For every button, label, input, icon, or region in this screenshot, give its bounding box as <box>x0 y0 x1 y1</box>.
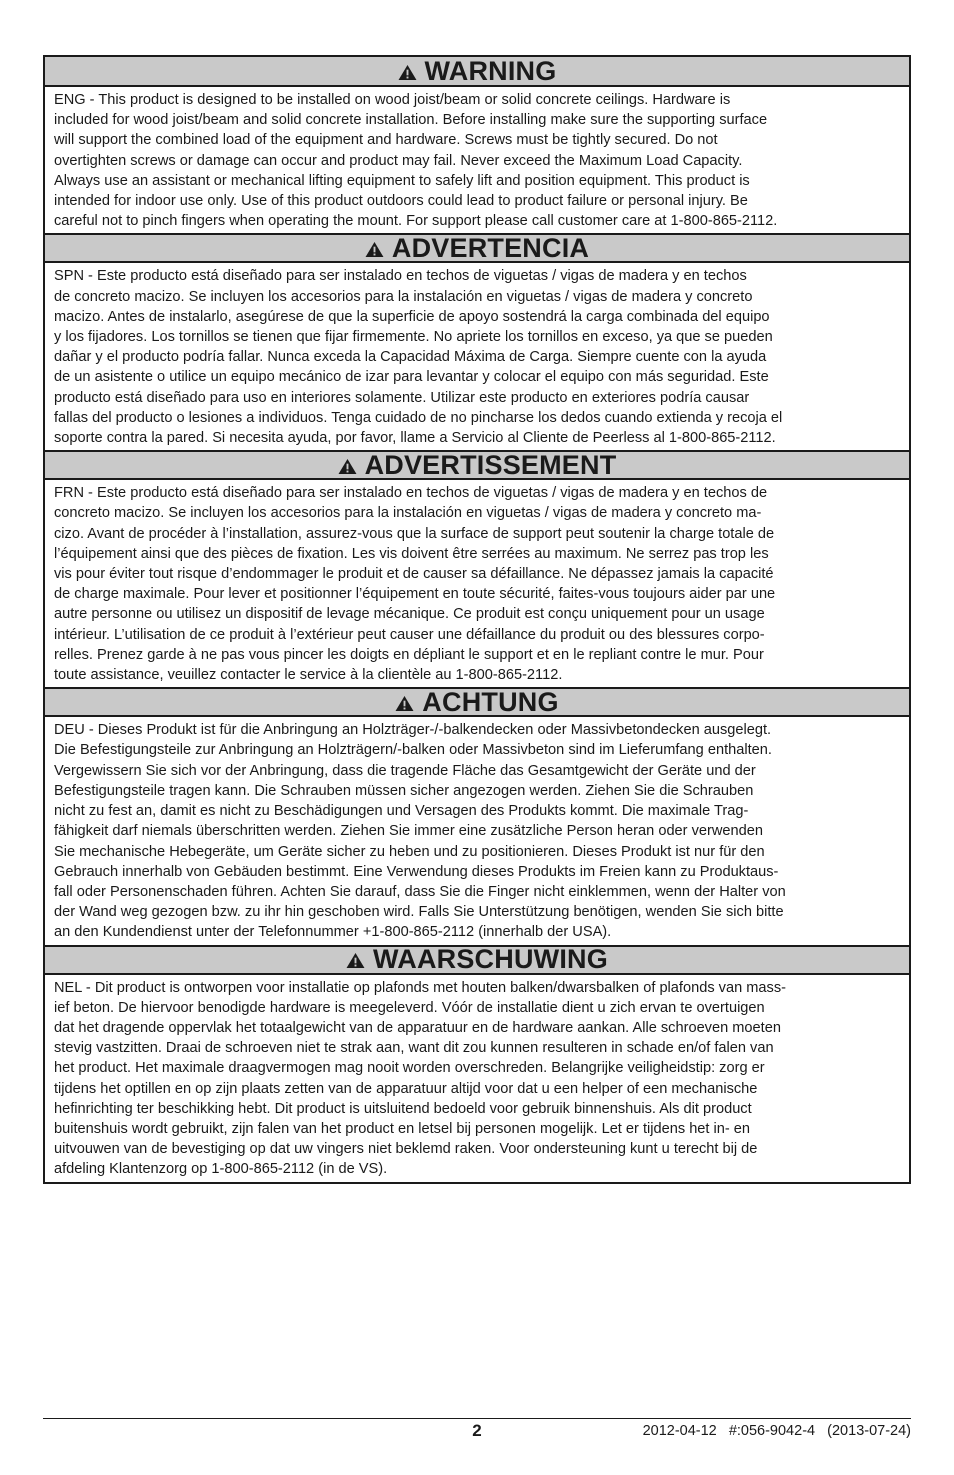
section-title: ADVERTENCIA <box>391 232 590 263</box>
section-title: ADVERTISSEMENT <box>364 449 617 480</box>
section-body: SPN - Este producto está diseñado para ser instalado en techos de viguetas / vigas de madera y en techos de concreto macizo. Se incluyen los accesorios para la instalación en viguetas / vigas de madera y concreto macizo. Antes de instalarlo, asegúrese de que la superficie de apoyo sostendrá la carga combinada del equipo y los fijadores. Los tornillos se tienen que fijar firmemente. No apriete los tornillos en exceso, ya que se pueden dañar y el producto podría fallar. Nunca exceda la Capacidad Máxima de Carga. Siempre cuente con la ayuda de un asistente o utilice un equipo mecánico de izar para levantar y colocar el equipo con más seguridad. Este producto está diseñado para uso en interiores solamente. Utilizar este producto en exteriores podría causar fallas del producto o lesiones a individuos. Tenga cuidado de no pincharse los dedos cuando extienda y recoja el soporte contra la pared. Si necesita ayuda, por favor, llame a Servicio al Cliente de Peerless al 1-800-865-2112. <box>54 268 783 447</box>
warning-triangle-icon <box>338 458 357 475</box>
section-header <box>45 450 909 480</box>
section-title: WAARSCHUWING <box>373 944 608 975</box>
warning-triangle-icon <box>395 695 414 712</box>
document-info: 2012-04-12 #:056-9042-4 (2013-07-24) <box>642 1423 911 1439</box>
warning-triangle-icon <box>346 952 365 969</box>
section-achtung <box>45 687 909 944</box>
section-body: NEL - Dit product is ontworpen voor installatie op plafonds met houten balken/dwarsbalken of plafonds van mass- ief beton. De hiervoor benodigde hardware is meegeleverd. Vóór de installatie dient u zich ervan te overtuigen dat het dragende oppervlak het totaalgewicht van de apparatuur en de hardware aankan. Alle schroeven moeten stevig vastzitten. Draai de schroeven niet te strak aan, want dit zou kunnen resulteren in schade en/of falen van het product. Het maximale draagvermogen mag nooit worden overschreden. Belangrijke veiligheidstip: zorg er tijdens het optillen en op zijn plaats zetten van de apparatuur altijd voor dat u een helper of een mechanische hefinrichting ter beschikking hebt. Dit product is uitsluitend bedoeld voor gebruik binnenshuis. Als dit product buitenshuis wordt gebruikt, zijn falen van het product en letsel bij personen mogelijk. Let er tijdens het in- en uitvouwen van de bevestiging op dat uw vingers niet beklemd raken. Voor ondersteuning kunt u terecht bij de afdeling Klantenzorg op 1-800-865-2112 (in de VS). <box>54 979 786 1178</box>
section-title: ACHTUNG <box>422 686 559 717</box>
section-header <box>45 233 909 263</box>
warning-triangle-icon <box>365 241 384 258</box>
section-warning <box>45 57 909 233</box>
section-header <box>45 945 909 975</box>
section-header <box>45 687 909 717</box>
section-body: DEU - Dieses Produkt ist für die Anbringung an Holzträger-/-balkendecken oder Massivbetondecken ausgelegt. Die Befestigungsteile zur Anbringung an Holzträgern/-balken oder Massivbeton sind im Lieferumfang enthalten. Vergewissern Sie sich vor der Anbringung, dass die tragende Fläche das Gesamtgewicht der Geräte und der Befestigungsteile tragen kann. Die Schrauben müssen sicher angezogen werden. Ziehen Sie die Schrauben nicht zu fest an, damit es nicht zu Beschädigungen und Versagen des Produkts kommt. Die maximale Trag- fähigkeit darf niemals überschritten werden. Ziehen Sie immer eine zusätzliche Person heran oder verwenden Sie mechanische Hebegeräte, um Geräte sicher zu heben und zu positionieren. Dieses Produkt ist nur für den Gebrauch innerhalb von Gebäuden bestimmt. Eine Verwendung dieses Produkts im Freien kann zu Produktaus- fall oder Personenschaden führen. Achten Sie darauf, dass Sie die Finger nicht einklemmen, wenn der Halter von der Wand weg gezogen bzw. zu ihr hin geschoben wird. Falls Sie Unterstützung benötigen, wenden Sie sich bitte an den Kundendienst unter der Telefonnummer +1-800-865-2112 (innerhalb der USA). <box>54 722 786 941</box>
section-body: FRN - Este producto está diseñado para ser instalado en techos de viguetas / vigas de madera y en techos de concreto macizo. Se incluyen los accesorios para la instalación en viguetas / vigas de madera y concreto ma- cizo. Avant de procéder à l’installation, assurez-vous que la surface de support peut soutenir la charge totale de l’équipement ainsi que des pièces de fixation. Les vis doivent être serrées au maximum. Ne serrez pas trop les vis pour éviter tout risque d’endommager le produit et de causer sa défaillance. Ne dépassez jamais la capacité de charge maximale. Pour lever et positionner l’équipement en toute sécurité, faites-vous toujours aider par une autre personne ou utilisez un dispositif de levage mécanique. Ce produit est conçu uniquement pour un usage intérieur. L’utilisation de ce produit à l’extérieur peut causer une défaillance du produit ou des blessures corpo- relles. Prenez garde à ne pas vous pincer les doigts en dépliant le support et en le repliant contre le mur. Pour toute assistance, veuillez contacter le service à la clientèle au 1-800-865-2112. <box>54 485 776 684</box>
section-advertencia <box>45 233 909 450</box>
section-waarschuwing <box>45 945 909 1182</box>
section-advertissement <box>45 450 909 687</box>
section-header <box>45 57 909 87</box>
page-number: 2 <box>472 1421 482 1440</box>
section-body: ENG - This product is designed to be installed on wood joist/beam or solid concrete ceilings. Hardware is included for wood joist/beam and solid concrete installation. Before installing make sure the supporting surface will support the combined load of the equipment and hardware. Screws must be tightly secured. Do not overtighten screws or damage can occur and product may fail. Never exceed the Maximum Load Capacity. Always use an assistant or mechanical lifting equipment to safely lift and position equipment. This product is intended for indoor use only. Use of this product outdoors could lead to product failure or personal injury. Be careful not to pinch fingers when operating the mount. For support please call customer care at 1-800-865-2112. <box>54 92 778 230</box>
warning-box <box>43 55 911 1184</box>
section-title: WARNING <box>424 55 557 86</box>
footer-divider <box>43 1418 911 1419</box>
warning-triangle-icon <box>398 64 417 81</box>
